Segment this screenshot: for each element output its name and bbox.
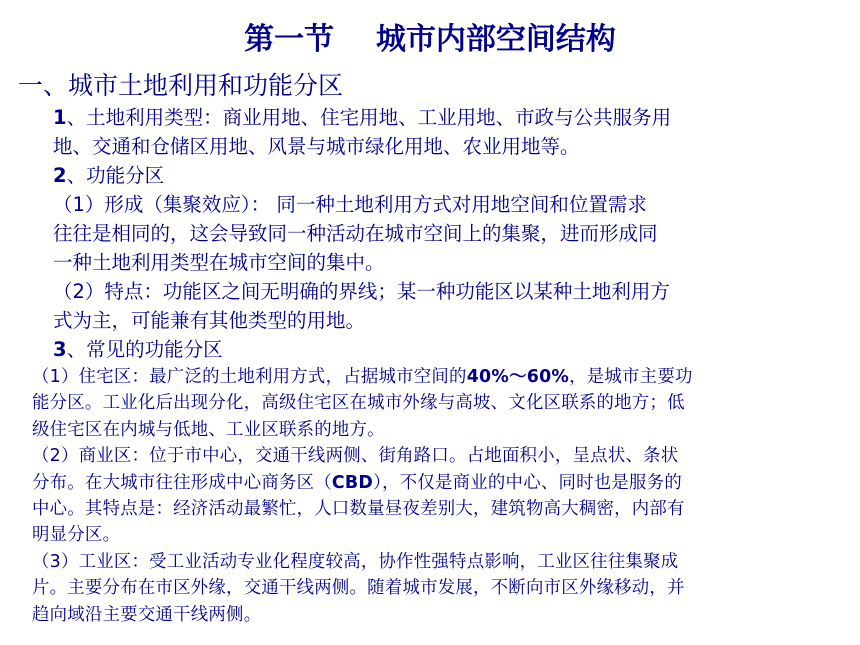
common-zones-heading-text: 、常见的功能分区 bbox=[66, 338, 223, 361]
common-zones-number: 3 bbox=[53, 338, 67, 361]
formation-line-3: 一种土地利用类型在城市空间的集中。 bbox=[53, 251, 385, 274]
feature-line-1: （2）特点：功能区之间无明确的界线；某一种功能区以某种土地利用方 bbox=[53, 280, 670, 303]
industrial-line-2: 片。主要分布在市区外缘，交通干线两侧。随着城市发展，不断向市区外缘移动，并 bbox=[32, 578, 685, 599]
zoning-number: 2 bbox=[53, 164, 67, 187]
commercial-text-2a: 分布。在大城市往往形成中心商务区（ bbox=[32, 472, 332, 493]
commercial-line-2 bbox=[32, 470, 693, 496]
residential-line-1 bbox=[32, 364, 693, 390]
commercial-line-4: 明显分区。 bbox=[32, 525, 121, 546]
residential-line-3: 级住宅区在内城与低地、工业区联系的地方。 bbox=[32, 419, 385, 440]
section-heading: 一、城市土地利用和功能分区 bbox=[18, 71, 344, 100]
formation-line-1: （1）形成（集聚效应）： 同一种土地利用方式对用地空间和位置需求 bbox=[53, 193, 647, 216]
industrial-line-3: 趋向域沿主要交通干线两侧。 bbox=[32, 604, 262, 625]
land-use-line-1 bbox=[53, 103, 671, 132]
land-use-line-2: 地、交通和仓储区用地、风景与城市绿化用地、农业用地等。 bbox=[53, 135, 580, 158]
zoning-heading bbox=[53, 161, 670, 190]
residential-percentage: 40%～60% bbox=[466, 367, 570, 387]
zones-detail bbox=[32, 364, 693, 628]
residential-text-1b: ，是城市主要功 bbox=[569, 367, 693, 387]
zoning-paragraph bbox=[53, 161, 670, 364]
residential-line-2: 能分区。工业化后出现分化，高级住宅区在城市外缘与高坡、文化区联系的地方；低 bbox=[32, 393, 685, 414]
page-title: 第一节 城市内部空间结构 bbox=[244, 22, 616, 57]
cbd-abbreviation: CBD bbox=[331, 472, 374, 493]
land-use-text-1: 、土地利用类型：商业用地、住宅用地、工业用地、市政与公共服务用 bbox=[66, 106, 672, 129]
residential-text-1a: （1）住宅区：最广泛的土地利用方式，占据城市空间的 bbox=[32, 367, 467, 387]
feature-line-2: 式为主，可能兼有其他类型的用地。 bbox=[53, 309, 366, 332]
industrial-line-1: （3）工业区：受工业活动专业化程度较高，协作性强特点影响，工业区往往集聚成 bbox=[32, 551, 679, 572]
commercial-line-1: （2）商业区：位于市中心，交通干线两侧、街角路口。占地面积小，呈点状、条状 bbox=[32, 446, 679, 467]
common-zones-heading bbox=[53, 335, 670, 364]
commercial-text-2b: ），不仅是商业的中心、同时也是服务的 bbox=[373, 472, 682, 493]
land-use-paragraph bbox=[53, 103, 671, 161]
formation-line-2: 往往是相同的，这会导致同一种活动在城市空间上的集聚，进而形成同 bbox=[53, 222, 658, 245]
zoning-heading-text: 、功能分区 bbox=[66, 164, 165, 187]
commercial-line-3: 中心。其特点是：经济活动最繁忙，人口数量昼夜差别大，建筑物高大稠密，内部有 bbox=[32, 499, 685, 520]
land-use-number: 1 bbox=[53, 106, 67, 129]
